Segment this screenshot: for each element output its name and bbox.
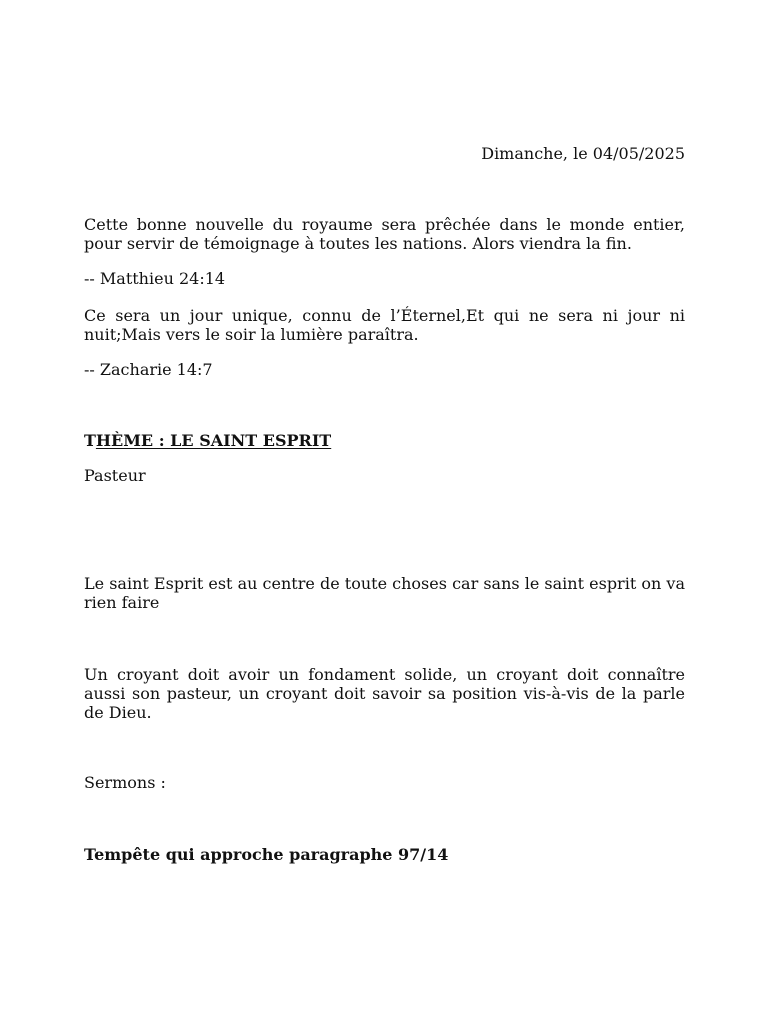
sermons-label: Sermons : bbox=[84, 773, 166, 792]
document-date: Dimanche, le 04/05/2025 bbox=[481, 144, 685, 163]
paragraph-believer: Un croyant doit avoir un fondament solide, un croyant doit connaître aussi son pasteur, un croyant doit savoir sa position vis-à-vis de la parle de Dieu. bbox=[84, 665, 685, 722]
verse-2-reference: -- Zacharie 14:7 bbox=[84, 360, 213, 379]
verse-2-text: Ce sera un jour unique, connu de l’Éternel,Et qui ne sera ni jour ni nuit;Mais vers le soir la lumière paraîtra. bbox=[84, 306, 685, 344]
theme-heading-text: HÈME : LE SAINT ESPRIT bbox=[95, 431, 332, 450]
verse-1-reference: -- Matthieu 24:14 bbox=[84, 269, 226, 288]
paragraph-holy-spirit: Le saint Esprit est au centre de toute choses car sans le saint esprit on va rien faire bbox=[84, 574, 685, 612]
theme-heading-initial: T bbox=[84, 431, 96, 450]
verse-1-text: Cette bonne nouvelle du royaume sera prêchée dans le monde entier, pour servir de témoignage à toutes les nations. Alors viendra la fin. bbox=[84, 215, 685, 253]
theme-heading bbox=[84, 431, 685, 450]
pastor-label: Pasteur bbox=[84, 466, 146, 485]
sermon-title: Tempête qui approche paragraphe 97/14 bbox=[84, 845, 449, 864]
